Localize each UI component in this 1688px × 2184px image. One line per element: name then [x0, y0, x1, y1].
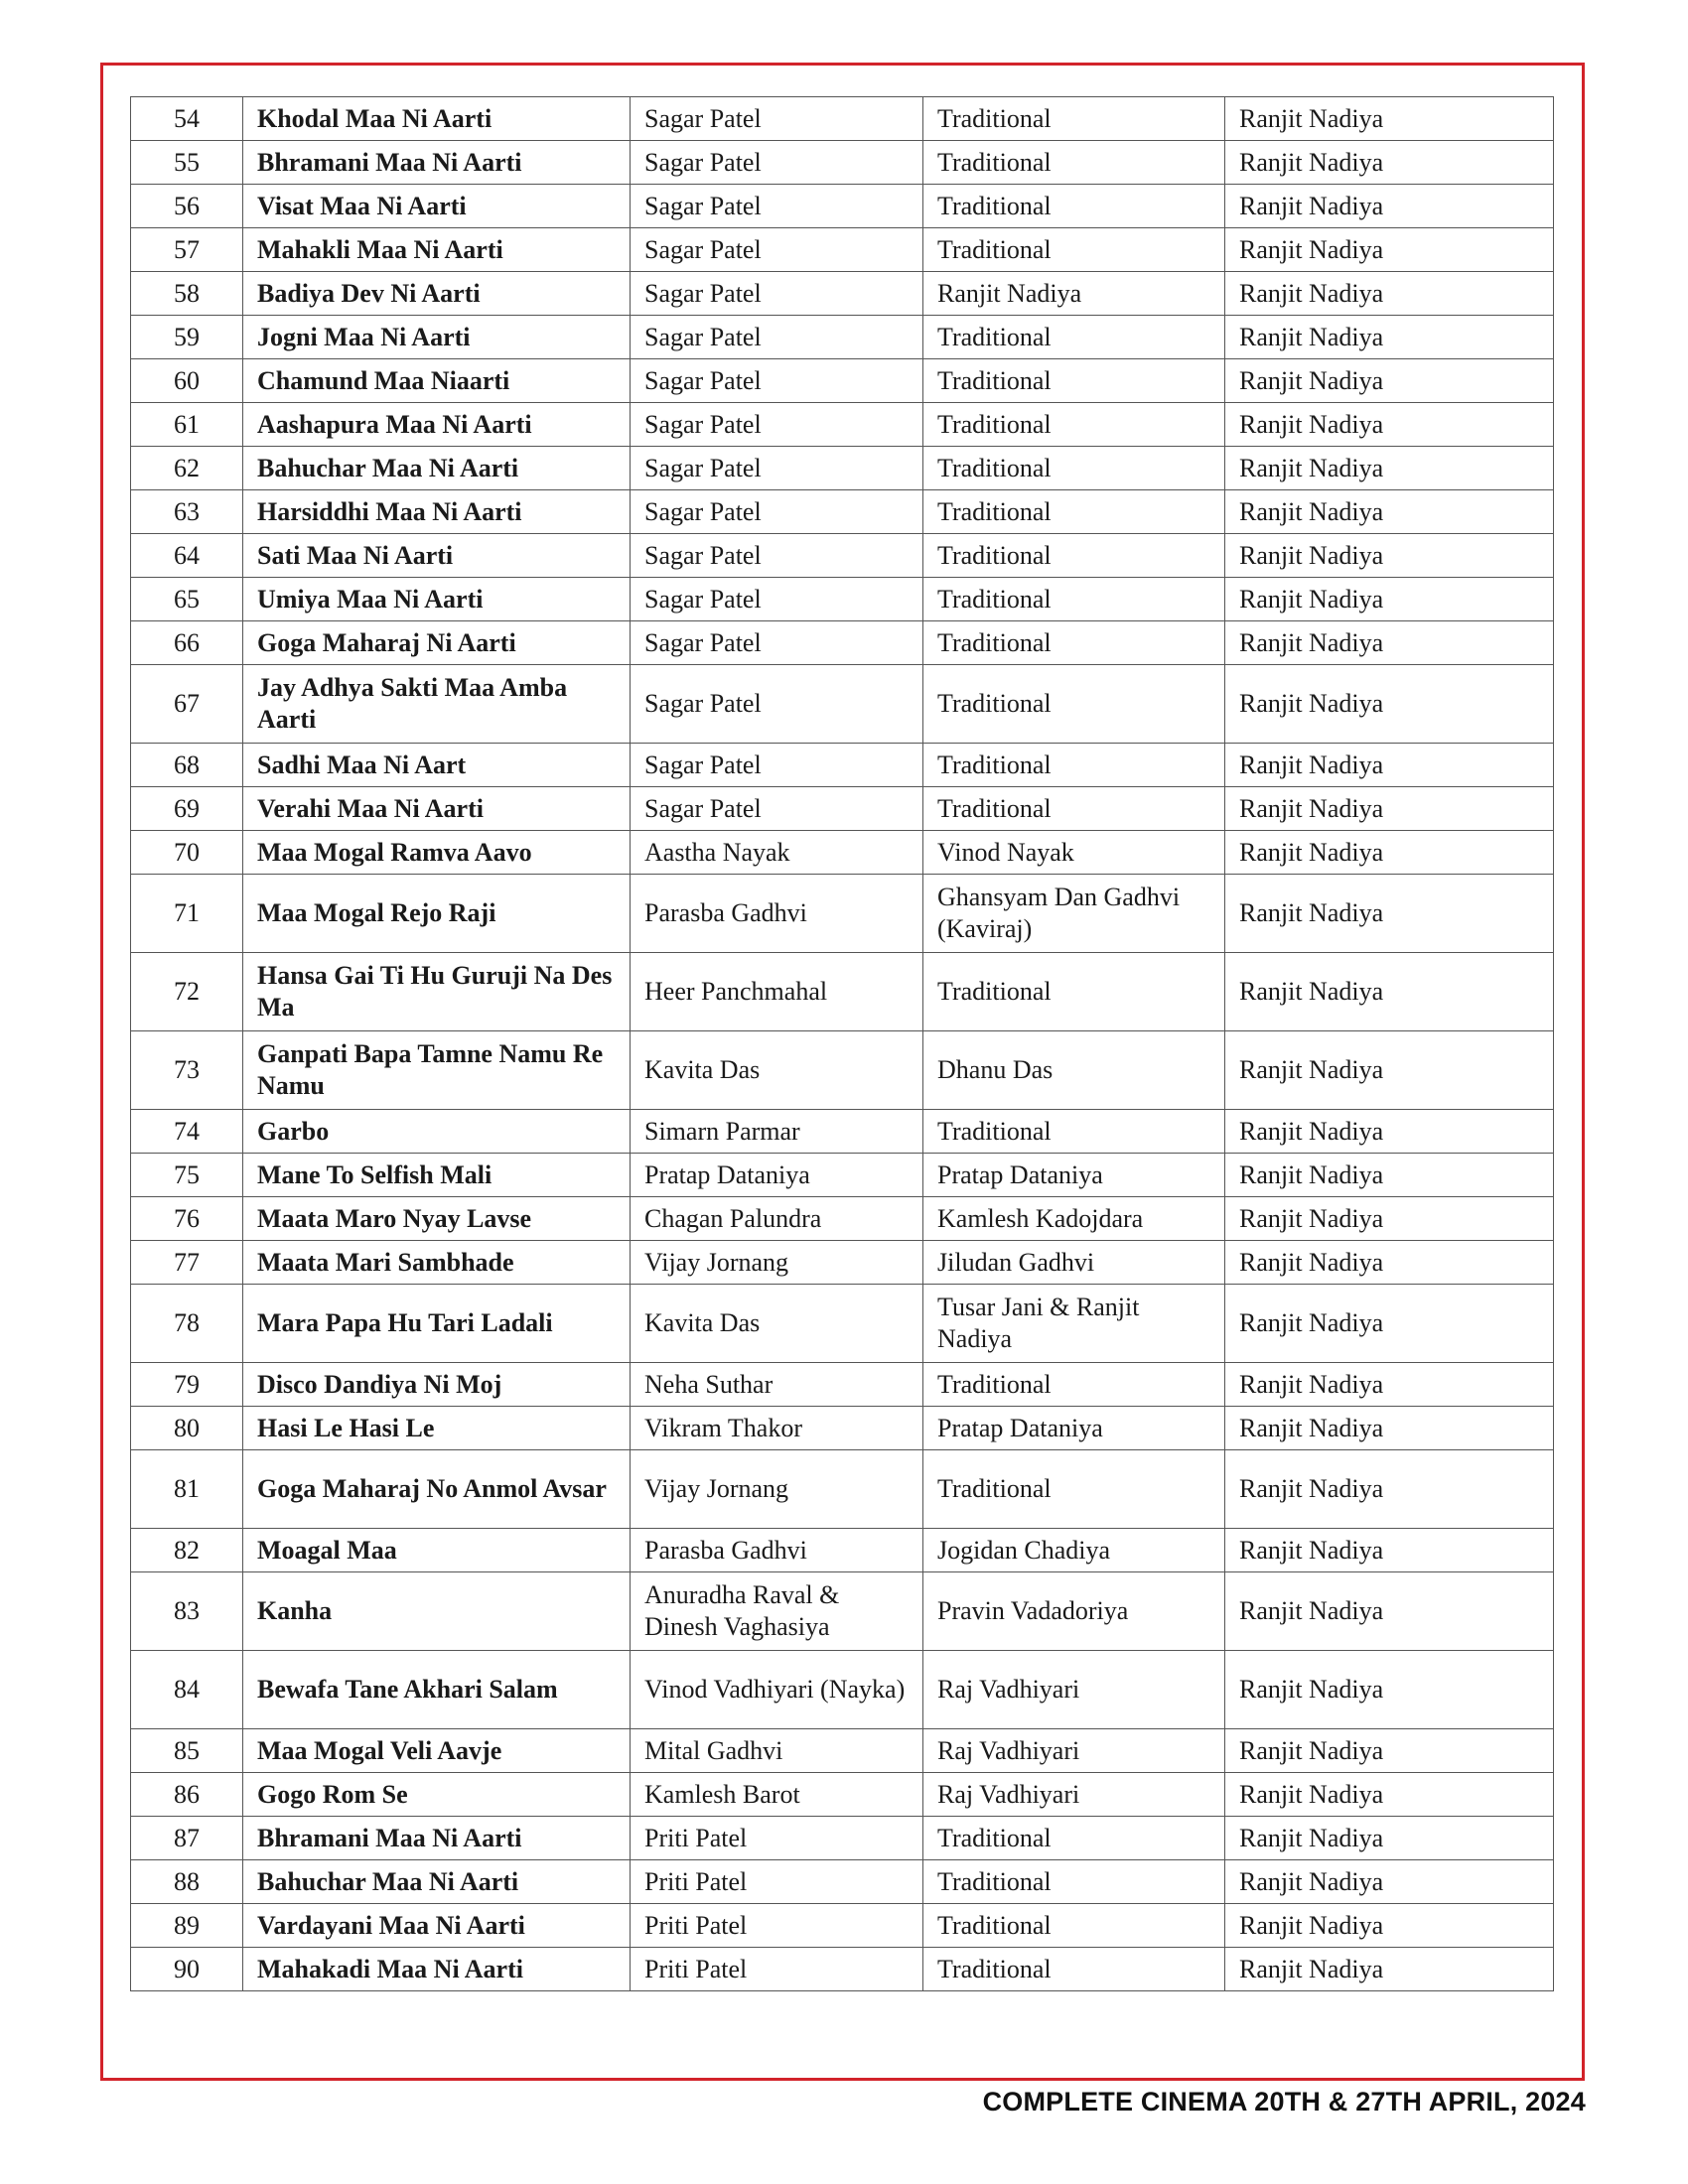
music-director-name: Ranjit Nadiya	[1225, 1241, 1554, 1285]
lyricist-name: Jogidan Chadiya	[923, 1529, 1225, 1572]
song-title: Jay Adhya Sakti Maa Amba Aarti	[243, 665, 631, 744]
music-director-name: Ranjit Nadiya	[1225, 1407, 1554, 1450]
music-director-name: Ranjit Nadiya	[1225, 447, 1554, 490]
lyricist-name: Ranjit Nadiya	[923, 272, 1225, 316]
song-title: Badiya Dev Ni Aarti	[243, 272, 631, 316]
music-director-name: Ranjit Nadiya	[1225, 1729, 1554, 1773]
table-row	[131, 1154, 1554, 1197]
lyricist-name: Traditional	[923, 665, 1225, 744]
singer-name: Simarn Parmar	[631, 1110, 923, 1154]
row-number: 75	[131, 1154, 243, 1197]
singer-name: Sagar Patel	[631, 316, 923, 359]
music-director-name: Ranjit Nadiya	[1225, 744, 1554, 787]
singer-name: Kavita Das	[631, 1285, 923, 1363]
table-row	[131, 272, 1554, 316]
singer-name: Kamlesh Barot	[631, 1773, 923, 1817]
singer-name: Vijay Jornang	[631, 1450, 923, 1529]
table-row	[131, 1285, 1554, 1363]
table-row	[131, 1860, 1554, 1904]
row-number: 88	[131, 1860, 243, 1904]
lyricist-name: Kamlesh Kadojdara	[923, 1197, 1225, 1241]
table-row	[131, 185, 1554, 228]
lyricist-name: Jiludan Gadhvi	[923, 1241, 1225, 1285]
lyricist-name: Pratap Dataniya	[923, 1154, 1225, 1197]
row-number: 69	[131, 787, 243, 831]
singer-name: Sagar Patel	[631, 665, 923, 744]
music-director-name: Ranjit Nadiya	[1225, 578, 1554, 621]
row-number: 85	[131, 1729, 243, 1773]
singer-name: Sagar Patel	[631, 447, 923, 490]
table-row	[131, 1197, 1554, 1241]
row-number: 84	[131, 1651, 243, 1729]
row-number: 61	[131, 403, 243, 447]
lyricist-name: Traditional	[923, 228, 1225, 272]
table-row	[131, 1729, 1554, 1773]
row-number: 81	[131, 1450, 243, 1529]
lyricist-name: Traditional	[923, 534, 1225, 578]
song-title: Khodal Maa Ni Aarti	[243, 97, 631, 141]
music-director-name: Ranjit Nadiya	[1225, 1363, 1554, 1407]
row-number: 79	[131, 1363, 243, 1407]
music-director-name: Ranjit Nadiya	[1225, 141, 1554, 185]
table-row	[131, 1241, 1554, 1285]
table-row	[131, 1031, 1554, 1110]
lyricist-name: Traditional	[923, 787, 1225, 831]
table-row	[131, 578, 1554, 621]
lyricist-name: Tusar Jani & Ranjit Nadiya	[923, 1285, 1225, 1363]
music-director-name: Ranjit Nadiya	[1225, 1285, 1554, 1363]
row-number: 70	[131, 831, 243, 875]
singer-name: Anuradha Raval & Dinesh Vaghasiya	[631, 1572, 923, 1651]
music-director-name: Ranjit Nadiya	[1225, 1651, 1554, 1729]
row-number: 78	[131, 1285, 243, 1363]
lyricist-name: Traditional	[923, 578, 1225, 621]
music-director-name: Ranjit Nadiya	[1225, 665, 1554, 744]
music-director-name: Ranjit Nadiya	[1225, 490, 1554, 534]
music-director-name: Ranjit Nadiya	[1225, 1154, 1554, 1197]
song-title: Sadhi Maa Ni Aart	[243, 744, 631, 787]
row-number: 71	[131, 875, 243, 953]
singer-name: Priti Patel	[631, 1860, 923, 1904]
table-row	[131, 228, 1554, 272]
table-row	[131, 1529, 1554, 1572]
music-director-name: Ranjit Nadiya	[1225, 1197, 1554, 1241]
music-director-name: Ranjit Nadiya	[1225, 228, 1554, 272]
songs-table	[130, 96, 1554, 1991]
table-row	[131, 1948, 1554, 1991]
row-number: 66	[131, 621, 243, 665]
lyricist-name: Traditional	[923, 953, 1225, 1031]
singer-name: Vinod Vadhiyari (Nayka)	[631, 1651, 923, 1729]
row-number: 80	[131, 1407, 243, 1450]
lyricist-name: Traditional	[923, 97, 1225, 141]
table-row	[131, 1407, 1554, 1450]
singer-name: Aastha Nayak	[631, 831, 923, 875]
table-row	[131, 1572, 1554, 1651]
singer-name: Sagar Patel	[631, 97, 923, 141]
table-row	[131, 490, 1554, 534]
table-row	[131, 621, 1554, 665]
music-director-name: Ranjit Nadiya	[1225, 1110, 1554, 1154]
music-director-name: Ranjit Nadiya	[1225, 621, 1554, 665]
footer-issue-label: COMPLETE CINEMA 20TH & 27TH APRIL, 2024	[982, 2087, 1586, 2116]
row-number: 68	[131, 744, 243, 787]
lyricist-name: Ghansyam Dan Gadhvi (Kaviraj)	[923, 875, 1225, 953]
song-title: Aashapura Maa Ni Aarti	[243, 403, 631, 447]
song-title: Maata Maro Nyay Lavse	[243, 1197, 631, 1241]
row-number: 77	[131, 1241, 243, 1285]
lyricist-name: Traditional	[923, 1860, 1225, 1904]
music-director-name: Ranjit Nadiya	[1225, 1948, 1554, 1991]
song-title: Maa Mogal Rejo Raji	[243, 875, 631, 953]
music-director-name: Ranjit Nadiya	[1225, 1817, 1554, 1860]
song-title: Jogni Maa Ni Aarti	[243, 316, 631, 359]
singer-name: Vikram Thakor	[631, 1407, 923, 1450]
song-title: Mahakli Maa Ni Aarti	[243, 228, 631, 272]
music-director-name: Ranjit Nadiya	[1225, 953, 1554, 1031]
song-title: Garbo	[243, 1110, 631, 1154]
music-director-name: Ranjit Nadiya	[1225, 1031, 1554, 1110]
singer-name: Sagar Patel	[631, 621, 923, 665]
song-title: Kanha	[243, 1572, 631, 1651]
table-row	[131, 403, 1554, 447]
table-row	[131, 744, 1554, 787]
music-director-name: Ranjit Nadiya	[1225, 787, 1554, 831]
lyricist-name: Traditional	[923, 185, 1225, 228]
song-title: Bhramani Maa Ni Aarti	[243, 1817, 631, 1860]
table-row	[131, 97, 1554, 141]
lyricist-name: Pravin Vadadoriya	[923, 1572, 1225, 1651]
singer-name: Sagar Patel	[631, 744, 923, 787]
singer-name: Sagar Patel	[631, 185, 923, 228]
lyricist-name: Traditional	[923, 744, 1225, 787]
row-number: 74	[131, 1110, 243, 1154]
row-number: 59	[131, 316, 243, 359]
row-number: 56	[131, 185, 243, 228]
table-row	[131, 1817, 1554, 1860]
row-number: 90	[131, 1948, 243, 1991]
music-director-name: Ranjit Nadiya	[1225, 534, 1554, 578]
table-row	[131, 1773, 1554, 1817]
lyricist-name: Vinod Nayak	[923, 831, 1225, 875]
table-row	[131, 1904, 1554, 1948]
music-director-name: Ranjit Nadiya	[1225, 875, 1554, 953]
music-director-name: Ranjit Nadiya	[1225, 1529, 1554, 1572]
lyricist-name: Traditional	[923, 1450, 1225, 1529]
table-row	[131, 1363, 1554, 1407]
singer-name: Priti Patel	[631, 1817, 923, 1860]
row-number: 89	[131, 1904, 243, 1948]
table-row	[131, 534, 1554, 578]
lyricist-name: Dhanu Das	[923, 1031, 1225, 1110]
song-title: Moagal Maa	[243, 1529, 631, 1572]
lyricist-name: Traditional	[923, 490, 1225, 534]
song-title: Visat Maa Ni Aarti	[243, 185, 631, 228]
songs-table-body	[131, 97, 1554, 1991]
lyricist-name: Pratap Dataniya	[923, 1407, 1225, 1450]
music-director-name: Ranjit Nadiya	[1225, 359, 1554, 403]
table-row	[131, 359, 1554, 403]
song-title: Vardayani Maa Ni Aarti	[243, 1904, 631, 1948]
lyricist-name: Traditional	[923, 1363, 1225, 1407]
song-title: Hasi Le Hasi Le	[243, 1407, 631, 1450]
music-director-name: Ranjit Nadiya	[1225, 403, 1554, 447]
music-director-name: Ranjit Nadiya	[1225, 316, 1554, 359]
lyricist-name: Raj Vadhiyari	[923, 1651, 1225, 1729]
singer-name: Kavita Das	[631, 1031, 923, 1110]
song-title: Maa Mogal Veli Aavje	[243, 1729, 631, 1773]
song-title: Verahi Maa Ni Aarti	[243, 787, 631, 831]
song-title: Bahuchar Maa Ni Aarti	[243, 447, 631, 490]
row-number: 72	[131, 953, 243, 1031]
song-title: Ganpati Bapa Tamne Namu Re Namu	[243, 1031, 631, 1110]
song-title: Mara Papa Hu Tari Ladali	[243, 1285, 631, 1363]
singer-name: Parasba Gadhvi	[631, 875, 923, 953]
row-number: 82	[131, 1529, 243, 1572]
lyricist-name: Traditional	[923, 1948, 1225, 1991]
singer-name: Sagar Patel	[631, 490, 923, 534]
music-director-name: Ranjit Nadiya	[1225, 185, 1554, 228]
song-title: Goga Maharaj No Anmol Avsar	[243, 1450, 631, 1529]
song-title: Maa Mogal Ramva Aavo	[243, 831, 631, 875]
row-number: 55	[131, 141, 243, 185]
song-title: Umiya Maa Ni Aarti	[243, 578, 631, 621]
song-title: Mane To Selfish Mali	[243, 1154, 631, 1197]
row-number: 54	[131, 97, 243, 141]
song-title: Hansa Gai Ti Hu Guruji Na Des Ma	[243, 953, 631, 1031]
row-number: 63	[131, 490, 243, 534]
music-director-name: Ranjit Nadiya	[1225, 1860, 1554, 1904]
row-number: 76	[131, 1197, 243, 1241]
song-title: Disco Dandiya Ni Moj	[243, 1363, 631, 1407]
row-number: 62	[131, 447, 243, 490]
lyricist-name: Raj Vadhiyari	[923, 1729, 1225, 1773]
song-title: Maata Mari Sambhade	[243, 1241, 631, 1285]
song-title: Gogo Rom Se	[243, 1773, 631, 1817]
music-director-name: Ranjit Nadiya	[1225, 1904, 1554, 1948]
singer-name: Vijay Jornang	[631, 1241, 923, 1285]
song-title: Chamund Maa Niaarti	[243, 359, 631, 403]
lyricist-name: Traditional	[923, 316, 1225, 359]
music-director-name: Ranjit Nadiya	[1225, 831, 1554, 875]
singer-name: Pratap Dataniya	[631, 1154, 923, 1197]
row-number: 60	[131, 359, 243, 403]
row-number: 58	[131, 272, 243, 316]
row-number: 87	[131, 1817, 243, 1860]
singer-name: Sagar Patel	[631, 578, 923, 621]
row-number: 73	[131, 1031, 243, 1110]
row-number: 67	[131, 665, 243, 744]
music-director-name: Ranjit Nadiya	[1225, 1450, 1554, 1529]
table-row	[131, 831, 1554, 875]
row-number: 64	[131, 534, 243, 578]
row-number: 83	[131, 1572, 243, 1651]
row-number: 57	[131, 228, 243, 272]
singer-name: Sagar Patel	[631, 272, 923, 316]
singer-name: Sagar Patel	[631, 228, 923, 272]
music-director-name: Ranjit Nadiya	[1225, 97, 1554, 141]
song-title: Bahuchar Maa Ni Aarti	[243, 1860, 631, 1904]
singer-name: Mital Gadhvi	[631, 1729, 923, 1773]
music-director-name: Ranjit Nadiya	[1225, 1572, 1554, 1651]
singer-name: Sagar Patel	[631, 403, 923, 447]
lyricist-name: Traditional	[923, 1817, 1225, 1860]
song-title: Mahakadi Maa Ni Aarti	[243, 1948, 631, 1991]
singer-name: Chagan Palundra	[631, 1197, 923, 1241]
table-row	[131, 665, 1554, 744]
table-row	[131, 1450, 1554, 1529]
lyricist-name: Traditional	[923, 1110, 1225, 1154]
row-number: 65	[131, 578, 243, 621]
table-row	[131, 141, 1554, 185]
table-row	[131, 447, 1554, 490]
table-row	[131, 953, 1554, 1031]
table-row	[131, 316, 1554, 359]
lyricist-name: Traditional	[923, 359, 1225, 403]
singer-name: Heer Panchmahal	[631, 953, 923, 1031]
singer-name: Priti Patel	[631, 1904, 923, 1948]
lyricist-name: Traditional	[923, 447, 1225, 490]
singer-name: Priti Patel	[631, 1948, 923, 1991]
singer-name: Sagar Patel	[631, 534, 923, 578]
singer-name: Parasba Gadhvi	[631, 1529, 923, 1572]
singer-name: Sagar Patel	[631, 141, 923, 185]
lyricist-name: Traditional	[923, 1904, 1225, 1948]
singer-name: Sagar Patel	[631, 787, 923, 831]
singer-name: Neha Suthar	[631, 1363, 923, 1407]
song-title: Goga Maharaj Ni Aarti	[243, 621, 631, 665]
row-number: 86	[131, 1773, 243, 1817]
lyricist-name: Traditional	[923, 621, 1225, 665]
music-director-name: Ranjit Nadiya	[1225, 272, 1554, 316]
lyricist-name: Raj Vadhiyari	[923, 1773, 1225, 1817]
music-director-name: Ranjit Nadiya	[1225, 1773, 1554, 1817]
table-row	[131, 875, 1554, 953]
lyricist-name: Traditional	[923, 141, 1225, 185]
song-title: Sati Maa Ni Aarti	[243, 534, 631, 578]
table-row	[131, 787, 1554, 831]
table-row	[131, 1651, 1554, 1729]
singer-name: Sagar Patel	[631, 359, 923, 403]
song-title: Bewafa Tane Akhari Salam	[243, 1651, 631, 1729]
table-row	[131, 1110, 1554, 1154]
lyricist-name: Traditional	[923, 403, 1225, 447]
song-title: Bhramani Maa Ni Aarti	[243, 141, 631, 185]
song-title: Harsiddhi Maa Ni Aarti	[243, 490, 631, 534]
